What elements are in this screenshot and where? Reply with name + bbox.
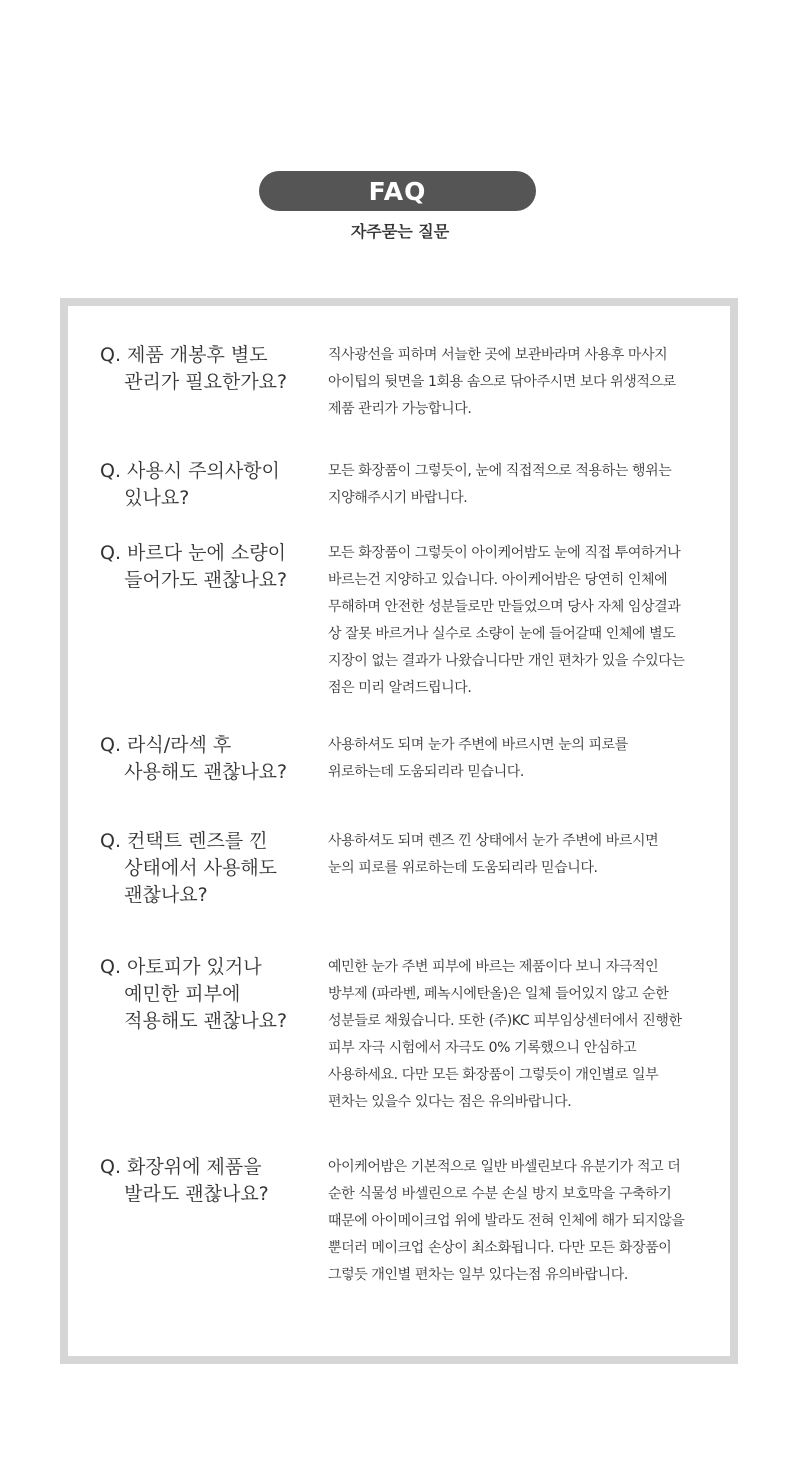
faq-answer: 모든 화장품이 그렇듯이 아이케어밤도 눈에 직접 투여하거나 바르는건 지양하고 있습니다. 아이케어밤은 당연히 인체에 무해하며 안전한 성분들로만 만들었으며 당사 자체 임상결과 상 잘못 바르거나 실수로 소량이 눈에 들어갈때 인체에 별도 지장이 없는 결과가 나왔습니다만 개인 편차가 있을 수있다는 점은 미리 알려드립니다. [328, 545, 685, 696]
faq-question: Q. 바르다 눈에 소량이 들어가도 괜찮나요? [100, 542, 288, 591]
faq-question: Q. 사용시 주의사항이 있나요? [100, 460, 280, 509]
faq-answer: 직사광선을 피하며 서늘한 곳에 보관바라며 사용후 마사지 아이팁의 뒷면을 1회용 솜으로 닦아주시면 보다 위생적으로 제품 관리가 가능합니다. [328, 347, 676, 417]
faq-question: Q. 라식/라섹 후 사용해도 괜찮나요? [100, 734, 288, 783]
faq-answer: 사용하셔도 되며 렌즈 낀 상태에서 눈가 주변에 바르시면 눈의 피로를 위로하는데 도움되리라 믿습니다. [328, 833, 659, 876]
faq-answer: 아이케어밤은 기본적으로 일반 바셀린보다 유분기가 적고 더 순한 식물성 바셀린으로 수분 손실 방지 보호막을 구축하기 때문에 아이메이크업 위에 발라도 전혀 인체에 해가 되지않을 뿐더러 메이크업 손상이 최소화됩니다. 다만 모든 화장품이 그렇듯 개인별 편차는 일부 있다는점 유의바랍니다. [328, 1159, 685, 1283]
faq-subtitle: 자주묻는 질문 [350, 222, 450, 241]
faq-question: Q. 제품 개봉후 별도 관리가 필요한가요? [100, 344, 288, 393]
faq-panel [60, 298, 738, 1364]
faq-question: Q. 컨택트 렌즈를 낀 상태에서 사용해도 괜찮나요? [100, 830, 278, 906]
faq-question: Q. 화장위에 제품을 발라도 괜찮나요? [100, 1156, 269, 1205]
faq-badge: FAQ [259, 171, 536, 211]
faq-question: Q. 아토피가 있거나 예민한 피부에 적용해도 괜찮나요? [100, 956, 288, 1032]
faq-answer: 사용하셔도 되며 눈가 주변에 바르시면 눈의 피로를 위로하는데 도움되리라 믿습니다. [328, 737, 628, 780]
faq-answer: 예민한 눈가 주변 피부에 바르는 제품이다 보니 자극적인 방부제 (파라벤, 페녹시에탄올)은 일체 들어있지 않고 순한 성분들로 채웠습니다. 또한 (주)KC 피부임상센터에서 진행한 피부 자극 시험에서 자극도 0% 기록했으니 안심하고 사용하세요. 다만 모든 화장품이 그렇듯이 개인별로 일부 편차는 있을수 있다는 점은 유의바랍니다. [328, 959, 682, 1110]
faq-answer: 모든 화장품이 그렇듯이, 눈에 직접적으로 적용하는 행위는 지양해주시기 바랍니다. [328, 463, 672, 506]
